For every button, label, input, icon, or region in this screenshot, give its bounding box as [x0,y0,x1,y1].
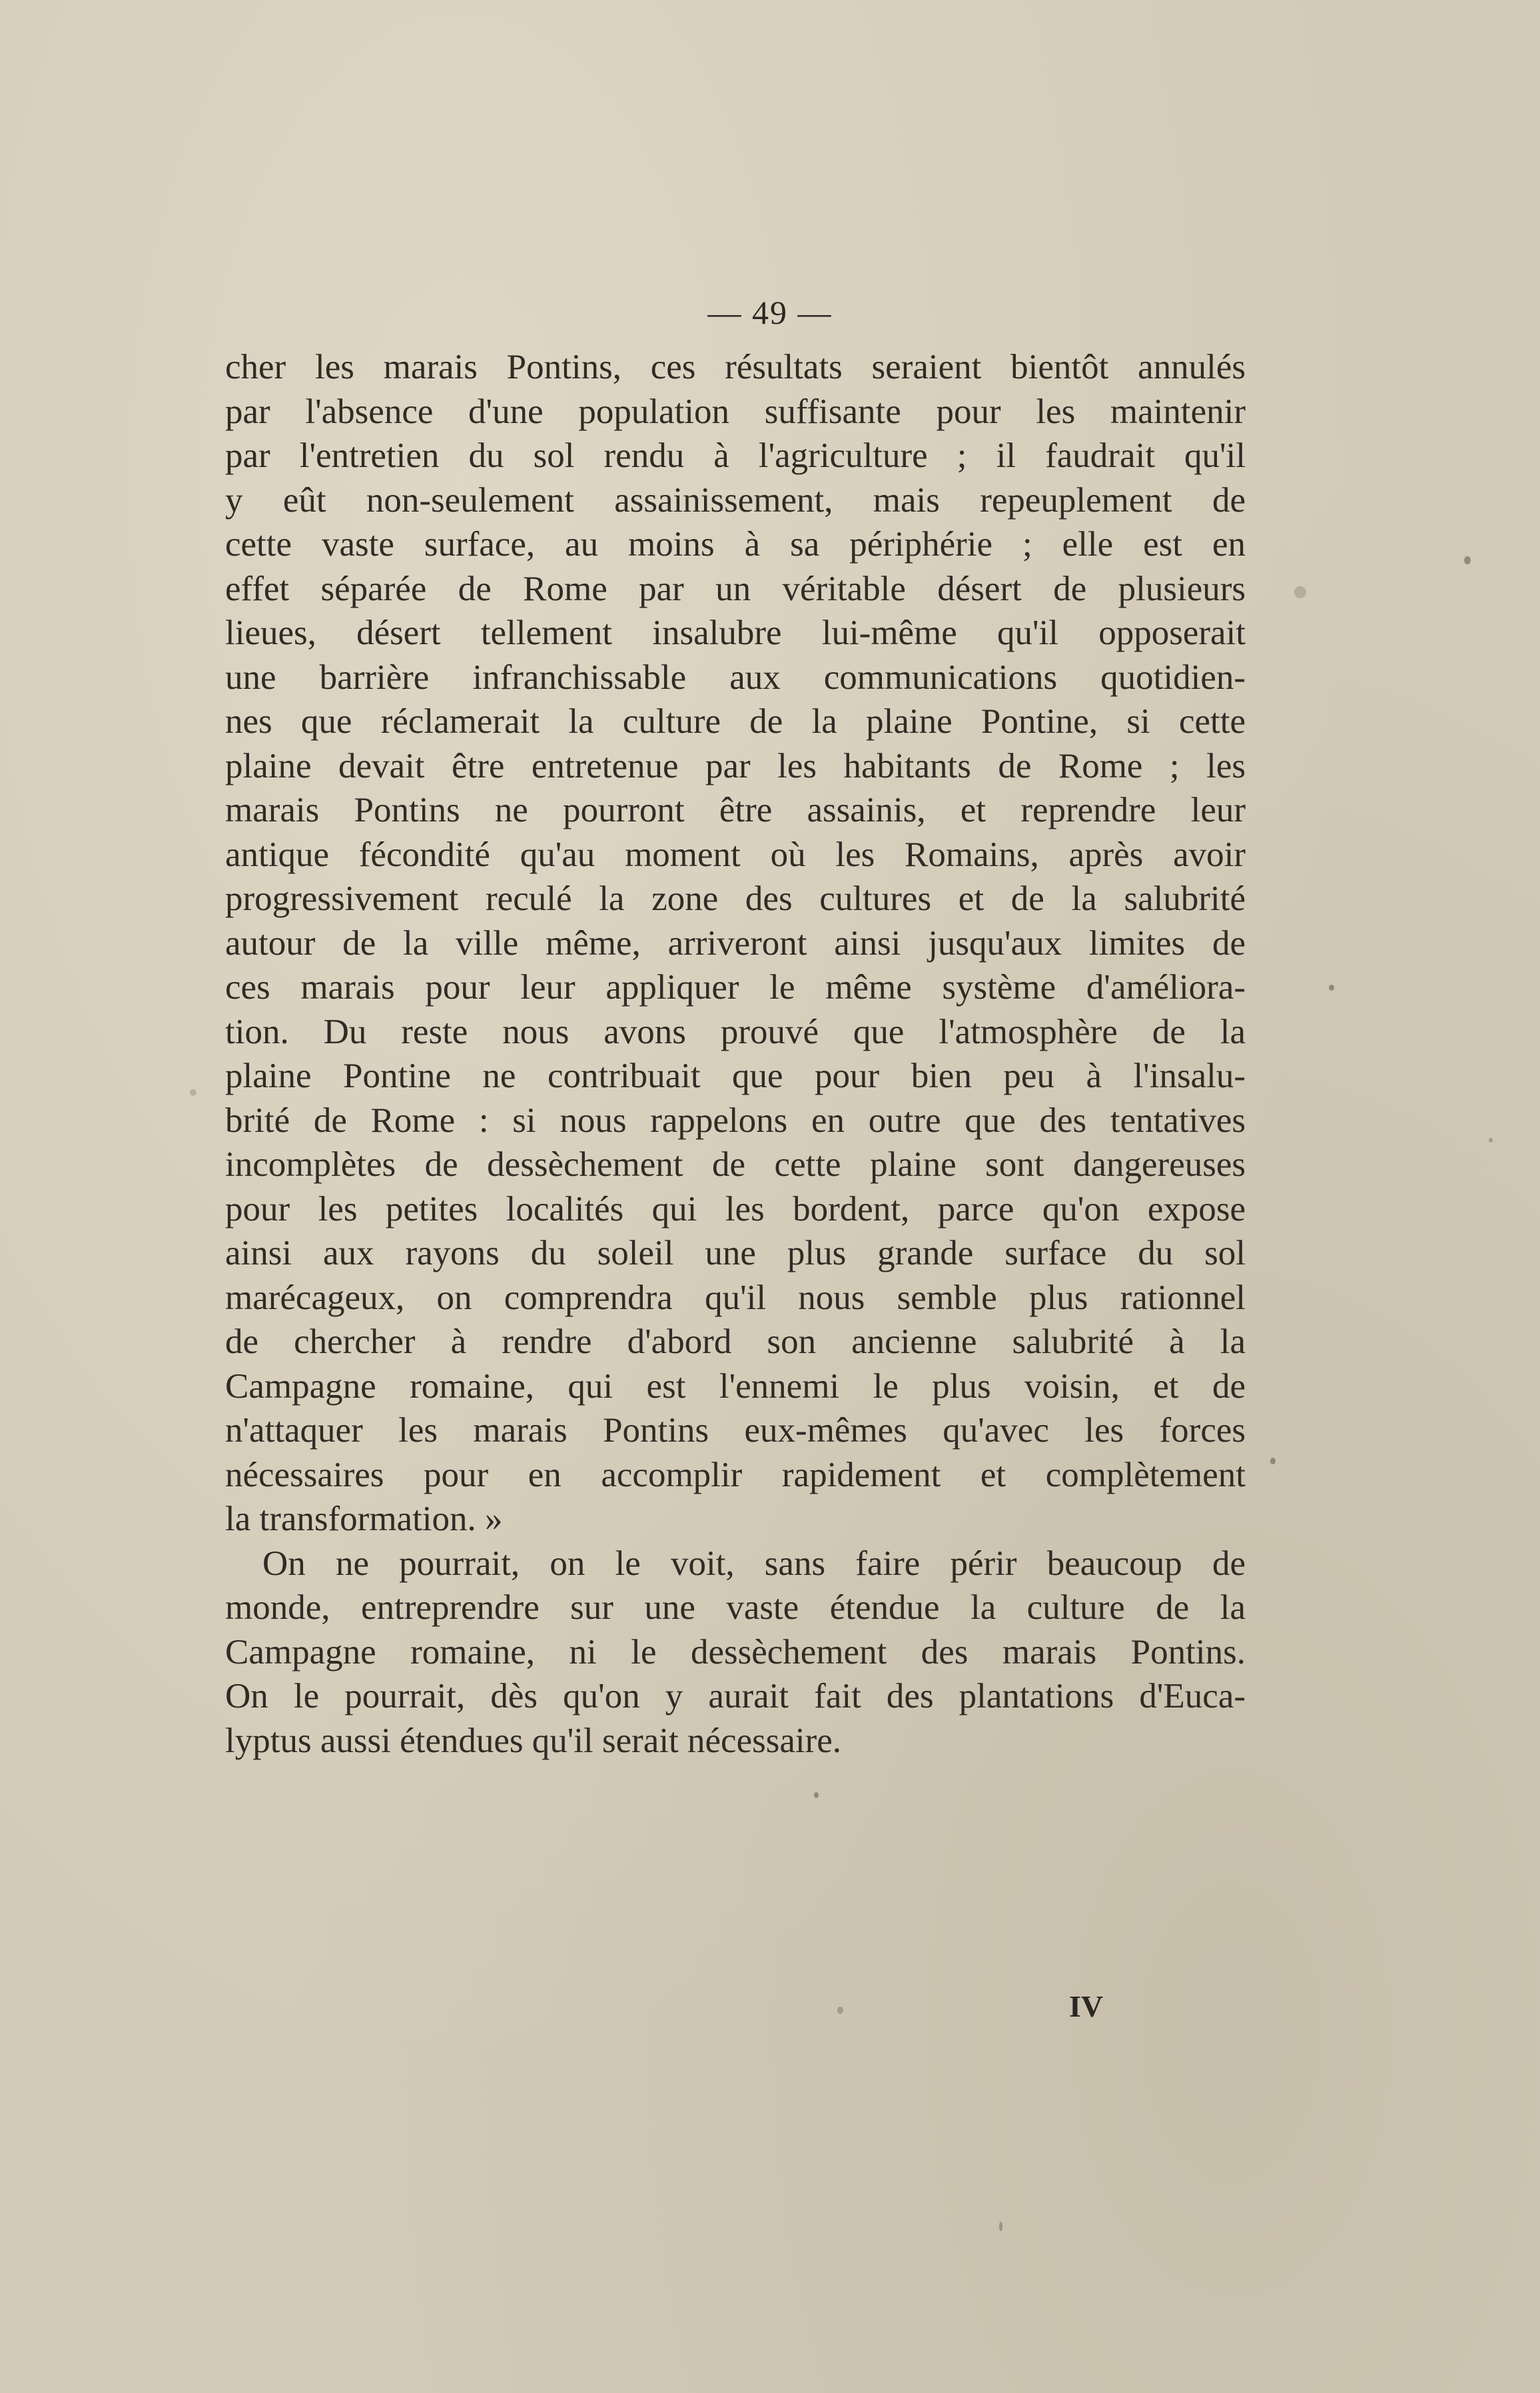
text-line: plaine devait être entretenue par les habitants de Rome ; les [225,746,1246,785]
paper-speck [1329,985,1334,991]
text-line: marais Pontins ne pourront être assainis, et reprendre leur [225,791,1246,829]
text-line: On le pourrait, dès qu'on y aurait fait des plantations d'Euca- [225,1677,1246,1715]
text-line: lieues, désert tellement insalubre lui-même qu'il opposerait [225,614,1246,652]
text-line: nes que réclamerait la culture de la plaine Pontine, si cette [225,702,1246,741]
text-line: monde, entreprendre sur une vaste étendue la culture de la [225,1588,1246,1627]
body-text [225,345,1246,1763]
paper-speck [1489,1138,1493,1143]
paper-speck [999,2222,1002,2231]
text-line-paragraph-end: la transformation. » [225,1500,503,1538]
paper-speck [1270,1458,1276,1464]
text-line: cher les marais Pontins, ces résultats seraient bientôt annulés [225,348,1246,386]
text-line: tion. Du reste nous avons prouvé que l'atmosphère de la [225,1012,1246,1051]
text-line: Campagne romaine, ni le dessèchement des marais Pontins. [225,1632,1246,1672]
text-line: ces marais pour leur appliquer le même système d'améliora- [225,968,1246,1007]
text-line: cette vaste surface, au moins à sa périphérie ; elle est en [225,525,1246,564]
text-line: de chercher à rendre d'abord son ancienne salubrité à la [225,1322,1246,1361]
text-line-paragraph-start: On ne pourrait, on le voit, sans faire périr beaucoup de [262,1544,1246,1583]
paper-speck [814,1792,819,1798]
text-line: plaine Pontine ne contribuait que pour bien peu à l'insalu- [225,1057,1246,1095]
text-line: incomplètes de dessèchement de cette plaine sont dangereuses [225,1145,1246,1184]
signature-mark: IV [1069,1989,1104,2023]
text-line: Campagne romaine, qui est l'ennemi le plus voisin, et de [225,1366,1246,1406]
text-line: une barrière infranchissable aux communications quotidien- [225,658,1246,697]
text-line: par l'absence d'une population suffisante pour les maintenir [225,392,1246,431]
text-line: antique fécondité qu'au moment où les Romains, après avoir [225,835,1246,874]
text-line: brité de Rome : si nous rappelons en outre que des tentatives [225,1101,1246,1140]
text-line: ainsi aux rayons du soleil une plus grande surface du sol [225,1234,1246,1272]
paper-speck [837,2007,843,2014]
text-line: pour les petites localités qui les bordent, parce qu'on expose [225,1189,1246,1228]
text-line: n'attaquer les marais Pontins eux-mêmes qu'avec les forces [225,1411,1246,1450]
page-number: — 49 — [707,294,833,331]
paper-speck [1464,556,1471,564]
text-line: progressivement reculé la zone des cultures et de la salubrité [225,879,1246,918]
text-line: y eût non-seulement assainissement, mais repeuplement de [225,480,1246,520]
text-line: autour de la ville même, arriveront ainsi jusqu'aux limites de [225,923,1246,963]
text-line: nécessaires pour en accomplir rapidement et complètement [225,1455,1246,1494]
text-line-paragraph-end: lyptus aussi étendues qu'il serait nécessaire. [225,1721,842,1760]
paper-speck [190,1089,196,1096]
text-line: par l'entretien du sol rendu à l'agriculture ; il faudrait qu'il [225,436,1246,475]
text-line: marécageux, on comprendra qu'il nous semble plus rationnel [225,1278,1246,1317]
text-line: effet séparée de Rome par un véritable désert de plusieurs [225,569,1246,608]
paper-speck [1294,586,1306,598]
